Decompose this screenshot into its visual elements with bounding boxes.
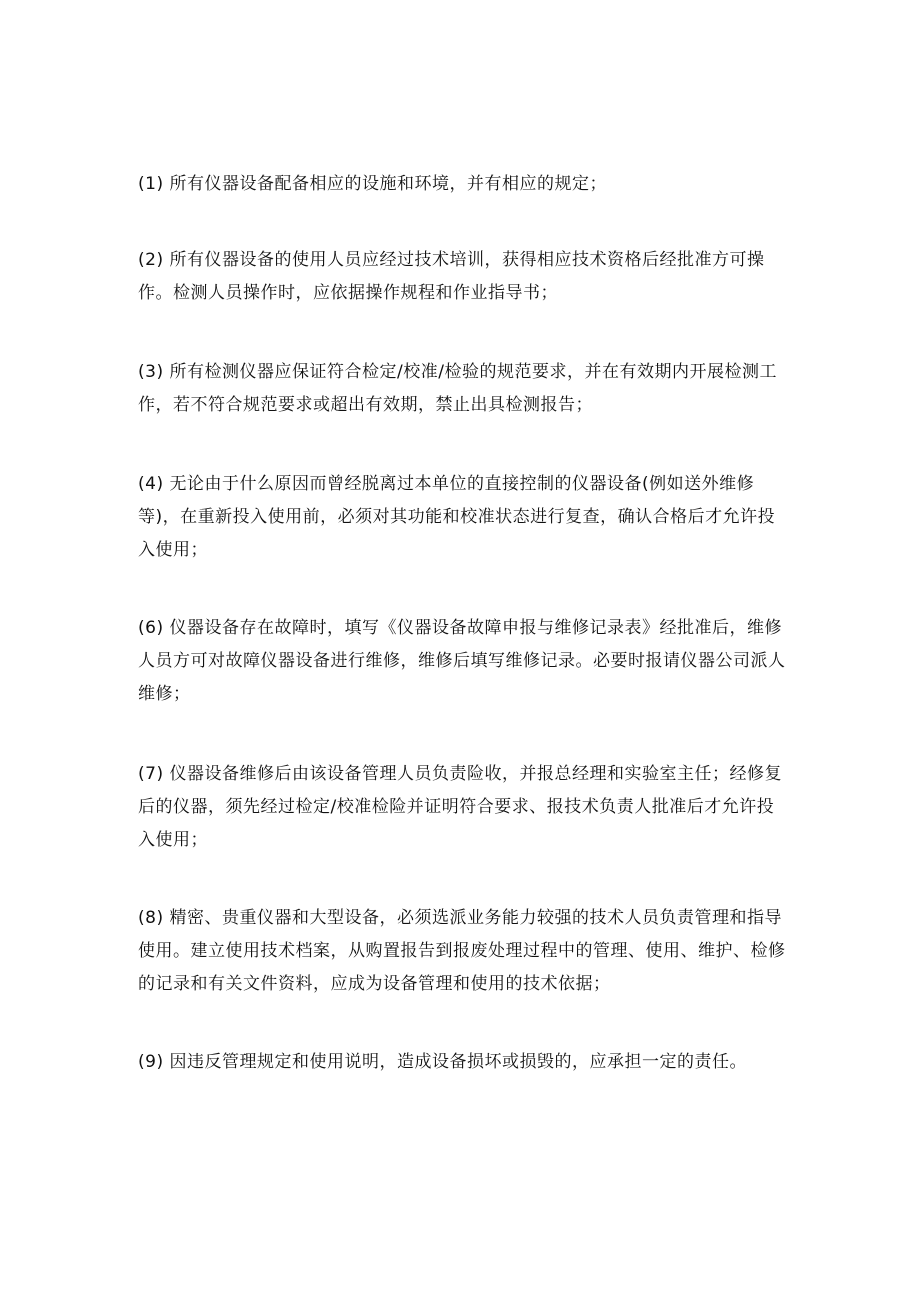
- clause-4: (4) 无论由于什么原因而曾经脱离过本单位的直接控制的仪器设备(例如送外维修等)，在重新投入使用前，必须对其功能和校准状态进行复查，确认合格后才允许投入使用；: [138, 474, 776, 560]
- clause-2: (2) 所有仪器设备的使用人员应经过技术培训，获得相应技术资格后经批准方可操作。检测人员操作时，应依据操作规程和作业指导书；: [138, 250, 765, 303]
- clause-9: (9) 因违反管理规定和使用说明，造成设备损坏或损毁的，应承担一定的责任。: [138, 1052, 747, 1072]
- clause-3: (3) 所有检测仪器应保证符合检定/校准/检验的规范要求，并在有效期内开展检测工作，若不符合规范要求或超出有效期，禁止出具检测报告；: [138, 362, 777, 415]
- clause-8: (8) 精密、贵重仪器和大型设备，必须选派业务能力较强的技术人员负责管理和指导使用。建立使用技术档案，从购置报告到报废处理过程中的管理、使用、维护、检修的记录和有关文件资料，应成为设备管理和使用的技术依据；: [138, 908, 786, 994]
- clause-6: (6) 仪器设备存在故障时，填写《仪器设备故障申报与维修记录表》经批准后，维修人员方可对故障仪器设备进行维修，维修后填写维修记录。必要时报请仪器公司派人维修；: [138, 618, 786, 704]
- clause-1: (1) 所有仪器设备配备相应的设施和环境，并有相应的规定；: [138, 174, 607, 194]
- clause-7: (7) 仪器设备维修后由该设备管理人员负责险收，并报总经理和实验室主任；经修复后的仪器，须先经过检定/校准检险并证明符合要求、报技术负责人批准后才允许投入使用；: [138, 764, 782, 850]
